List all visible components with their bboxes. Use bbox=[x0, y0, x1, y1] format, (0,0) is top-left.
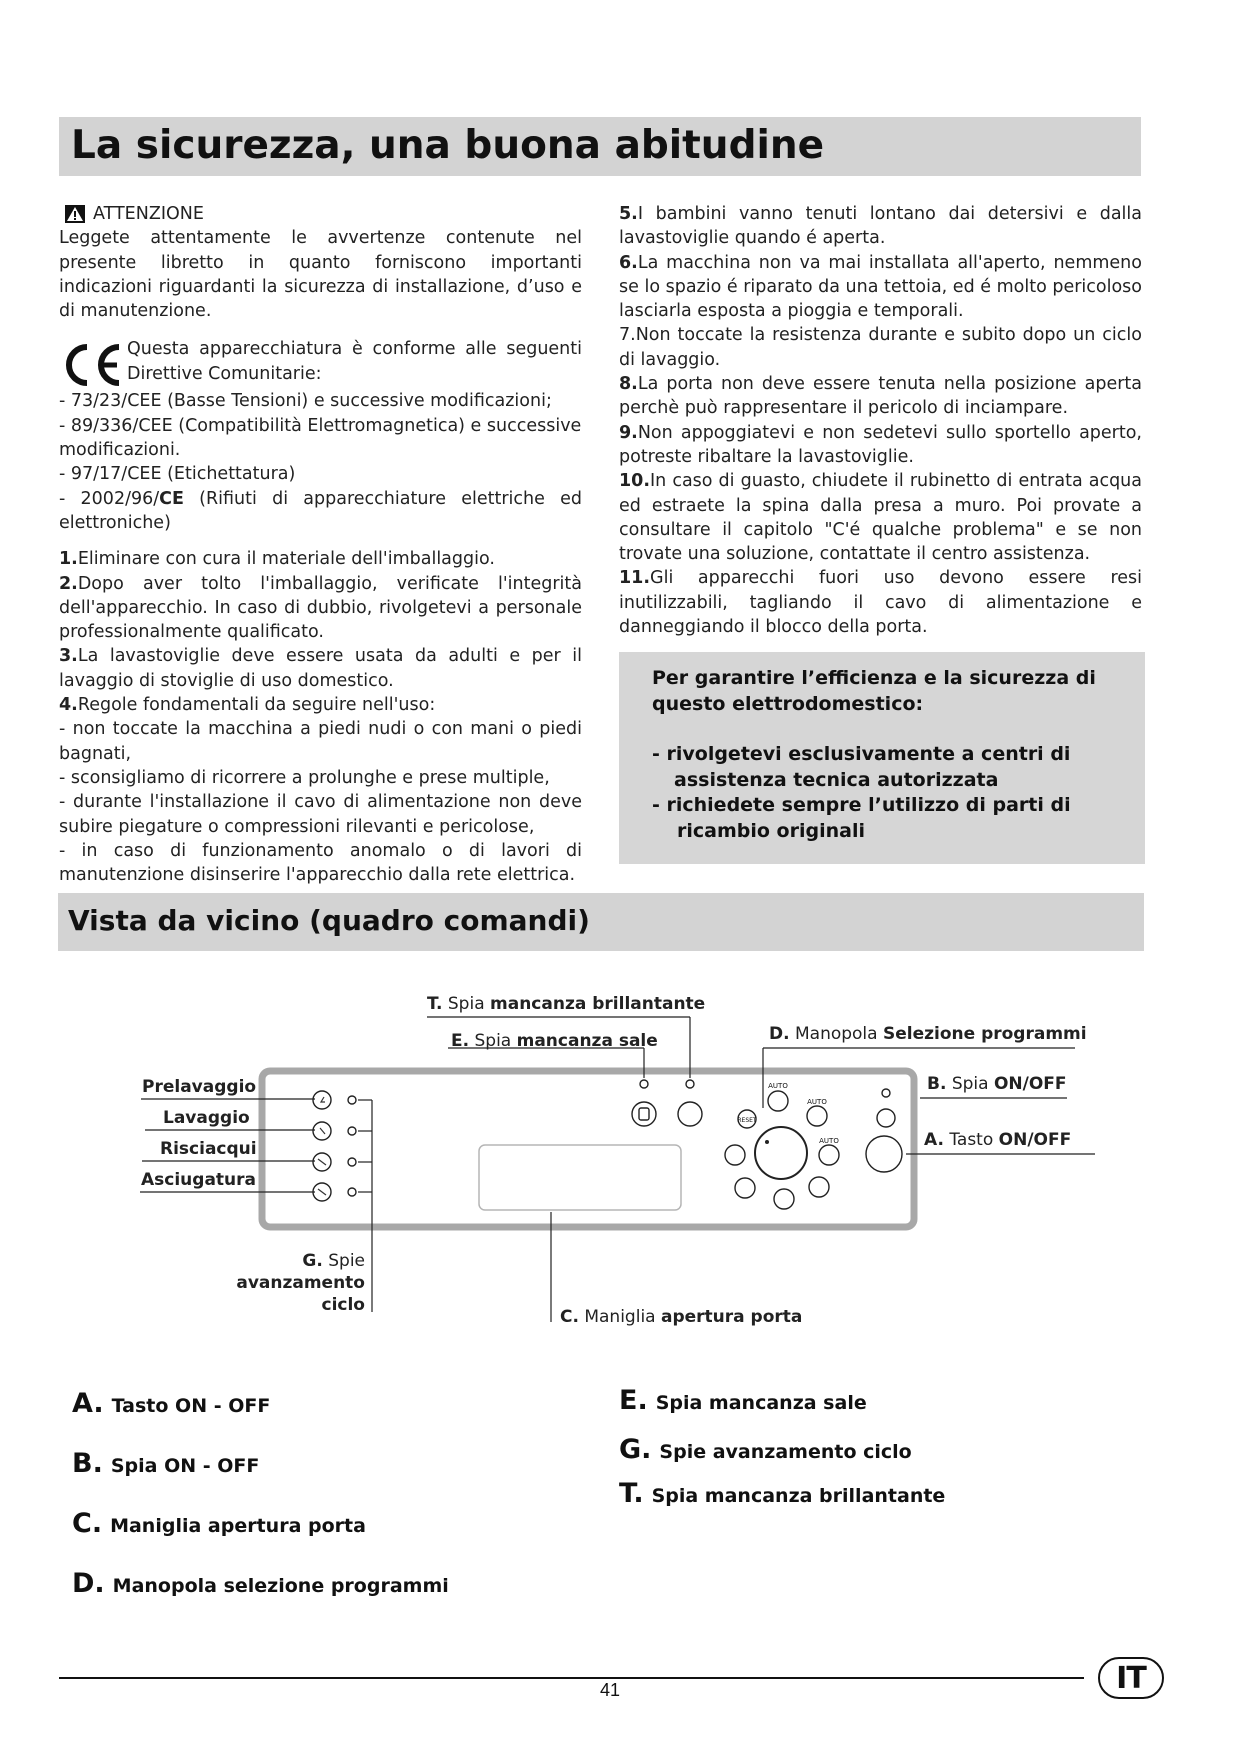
power-icon bbox=[877, 1109, 895, 1127]
auto-label-1: AUTO bbox=[768, 1082, 788, 1090]
rule-4-item: - durante l'installazione il cavo di alimentazione non deve subire piegature o compressioni rilevanti e pericolose, bbox=[59, 792, 582, 837]
page-title: La sicurezza, una buona abitudine bbox=[71, 123, 825, 168]
label-b: B. Spia ON/OFF bbox=[927, 1074, 1067, 1094]
rule-7: 7.Non toccate la resistenza durante e subito dopo un ciclo di lavaggio. bbox=[619, 325, 1142, 370]
rule-8: 8.La porta non deve essere tenuta nella posizione aperta perchè può rappresentare il pericolo di inciampare. bbox=[619, 374, 1142, 419]
legend-e: E. Spia mancanza sale bbox=[619, 1385, 867, 1416]
rule-4-item: - non toccate la macchina a piedi nudi o con mani o piedi bagnati, bbox=[59, 719, 582, 764]
rule-11: 11.Gli apparecchi fuori uso devono essere resi inutilizzabili, tagliando il cavo di alimentazione e danneggiando il blocco della porta. bbox=[619, 568, 1142, 638]
label-g: G. Spie avanzamento ciclo bbox=[236, 1251, 365, 1315]
ce-item-1: - 73/23/CEE (Basse Tensioni) e successive modificazioni; bbox=[59, 391, 552, 412]
door-handle[interactable] bbox=[479, 1145, 681, 1210]
rule-3: 3.La lavastoviglie deve essere usata da adulti e per il lavaggio di stoviglie di uso domestico. bbox=[59, 646, 582, 691]
legend-g: G. Spie avanzamento ciclo bbox=[619, 1434, 912, 1465]
ce-item-2: - 89/336/CEE (Compatibilità Elettromagnetica) e successive modificazioni. bbox=[59, 415, 582, 461]
rule-1: 1.Eliminare con cura il materiale dell'imballaggio. bbox=[59, 549, 495, 570]
phase-label-prelavaggio: Prelavaggio bbox=[142, 1077, 257, 1097]
efficiency-item-1b: assistenza tecnica autorizzata bbox=[674, 768, 999, 791]
label-e: E. Spia mancanza sale bbox=[451, 1031, 658, 1051]
rule-4-item: - sconsigliamo di ricorrere a prolunghe e prese multiple, bbox=[59, 767, 550, 788]
label-d: D. Manopola Selezione programmi bbox=[769, 1024, 1087, 1044]
page-number: 41 bbox=[599, 1680, 621, 1700]
program-half-load-icon[interactable] bbox=[809, 1177, 829, 1197]
phase-label-risciacqui: Risciacqui bbox=[160, 1139, 257, 1159]
rinse-aid-icon bbox=[678, 1102, 702, 1126]
phase-label-asciugatura: Asciugatura bbox=[141, 1170, 257, 1190]
intro-paragraph: Leggete attentamente le avvertenze contenute nel presente libretto in quanto forniscono importanti indicazioni riguardanti la sicurezza di installazione, d’uso e di manutenzione. bbox=[59, 228, 582, 322]
program-prewash-icon[interactable] bbox=[725, 1145, 745, 1165]
auto-label-2: AUTO bbox=[807, 1098, 827, 1106]
on-off-button[interactable] bbox=[866, 1136, 902, 1172]
legend-t: T. Spia mancanza brillantante bbox=[619, 1478, 946, 1509]
footer-rule bbox=[59, 1677, 1084, 1679]
legend-a: A. Tasto ON - OFF bbox=[72, 1388, 271, 1419]
language-badge bbox=[1098, 1657, 1164, 1699]
rule-4: 4.Regole fondamentali da seguire nell'uso: bbox=[59, 695, 436, 716]
program-auto-eco-icon[interactable] bbox=[819, 1145, 839, 1165]
efficiency-item-1a: - rivolgetevi esclusivamente a centri di bbox=[652, 743, 1071, 765]
program-auto-normal-icon[interactable] bbox=[807, 1106, 827, 1126]
efficiency-item-2b: ricambio originali bbox=[677, 819, 865, 842]
program-rapid-icon[interactable] bbox=[774, 1189, 794, 1209]
on-off-led bbox=[882, 1089, 890, 1097]
legend-d: D. Manopola selezione programmi bbox=[72, 1568, 449, 1599]
section-title: Vista da vicino (quadro comandi) bbox=[68, 904, 590, 937]
efficiency-lead: Per garantire l’efficienza e la sicurezza di questo elettrodomestico: bbox=[652, 667, 1096, 715]
label-t: T. Spia mancanza brillantante bbox=[427, 994, 706, 1014]
program-selector-knob[interactable] bbox=[755, 1127, 807, 1179]
salt-icon bbox=[632, 1102, 656, 1126]
rule-10: 10.In caso di guasto, chiudete il rubinetto di entrata acqua ed estraete la spina dalla presa a muro. Poi provate a consultare il capitolo "C'é qualche problema" e se non trovate una soluzione, contattate il centro assistenza. bbox=[619, 471, 1142, 565]
language-badge-text: IT bbox=[1116, 1660, 1146, 1696]
rinse-aid-led bbox=[686, 1080, 694, 1088]
efficiency-item-2a: - richiedete sempre l’utilizzo di parti di bbox=[652, 794, 1071, 816]
ce-lead: Questa apparecchiatura è conforme alle seguenti Direttive Comunitarie: bbox=[127, 339, 582, 384]
rule-4-item: - in caso di funzionamento anomalo o di lavori di manutenzione disinserire l'apparecchio dalla rete elettrica. bbox=[59, 840, 582, 886]
knob-indicator bbox=[765, 1140, 769, 1144]
salt-led bbox=[640, 1080, 648, 1088]
ce-logo-text: CE bbox=[59, 341, 61, 343]
prewash-led bbox=[348, 1096, 356, 1104]
ce-item-4: - 2002/96/CE (Rifiuti di apparecchiature elettriche ed elettroniche) bbox=[59, 488, 582, 533]
label-c: C. Maniglia apertura porta bbox=[560, 1307, 803, 1327]
rinse-led bbox=[348, 1158, 356, 1166]
dry-led bbox=[348, 1188, 356, 1196]
ce-item-3: - 97/17/CEE (Etichettatura) bbox=[59, 464, 296, 485]
reset-label: RESET bbox=[737, 1117, 757, 1124]
label-a: A. Tasto ON/OFF bbox=[924, 1130, 1072, 1150]
legend-b: B. Spia ON - OFF bbox=[72, 1448, 260, 1479]
wash-led bbox=[348, 1127, 356, 1135]
program-auto-intensive-icon[interactable] bbox=[768, 1091, 788, 1111]
rule-9: 9.Non appoggiatevi e non sedetevi sullo sportello aperto, potreste ribaltare la lavastoviglie. bbox=[619, 422, 1142, 467]
phase-label-lavaggio: Lavaggio bbox=[163, 1108, 250, 1128]
rule-5: 5.I bambini vanno tenuti lontano dai detersivi e dalla lavastoviglie quando é aperta. bbox=[619, 204, 1142, 249]
legend-c: C. Maniglia apertura porta bbox=[72, 1508, 366, 1539]
rule-6: 6.La macchina non va mai installata all'aperto, nemmeno se lo spazio é riparato da una tettoia, ed é molto pericoloso lasciarla esposta a pioggia e temporali. bbox=[619, 252, 1142, 322]
auto-label-3: AUTO bbox=[819, 1137, 839, 1145]
program-glass-icon[interactable] bbox=[735, 1178, 755, 1198]
attention-label: ATTENZIONE bbox=[93, 204, 204, 224]
rule-2: 2.Dopo aver tolto l'imballaggio, verificate l'integrità dell'apparecchio. In caso di dubbio, rivolgetevi a personale professionalmente qualificato. bbox=[59, 573, 582, 643]
